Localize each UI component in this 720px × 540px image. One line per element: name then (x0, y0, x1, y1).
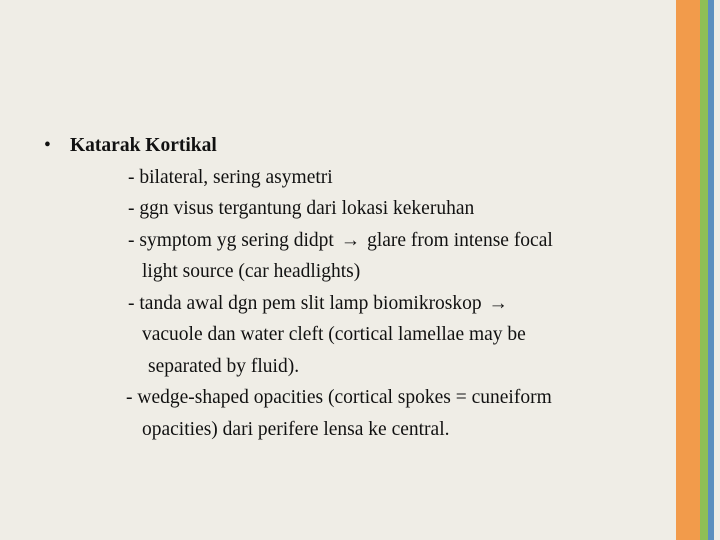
wedge-shaped-continuation: opacities) dari perifere lensa ke central. (142, 418, 450, 440)
arrow-right-icon: → (488, 292, 509, 314)
list-item-symptom (44, 225, 664, 257)
heading-title: Katarak Kortikal (70, 135, 217, 156)
list-item-visus: - ggn visus tergantung dari lokasi kekeruhan (128, 198, 475, 219)
heading-line (44, 130, 664, 162)
list-item-wedge-shaped: - wedge-shaped opacities (cortical spokes = cuneiform (126, 387, 552, 408)
list-item-tanda-awal (44, 288, 664, 320)
tanda-awal-continuation-2: separated by fluid). (148, 355, 300, 377)
tanda-awal-continuation-1: vacuole dan water cleft (cortical lamellae may be (142, 324, 526, 345)
list-item-bilateral: - bilateral, sering asymetri (128, 166, 333, 188)
slide-content (44, 130, 664, 445)
decorative-stripe-edge (714, 0, 720, 540)
symptom-continuation: light source (car headlights) (142, 261, 361, 282)
bullet-icon: • (44, 135, 51, 156)
symptom-result-text: glare from intense focal (367, 229, 553, 251)
arrow-right-icon: → (340, 229, 361, 251)
decorative-stripe-green (700, 0, 708, 540)
tanda-awal-text: - tanda awal dgn pem slit lamp biomikroskop (128, 292, 482, 314)
decorative-stripe-orange (676, 0, 700, 540)
symptom-text: - symptom yg sering didpt (128, 229, 334, 251)
